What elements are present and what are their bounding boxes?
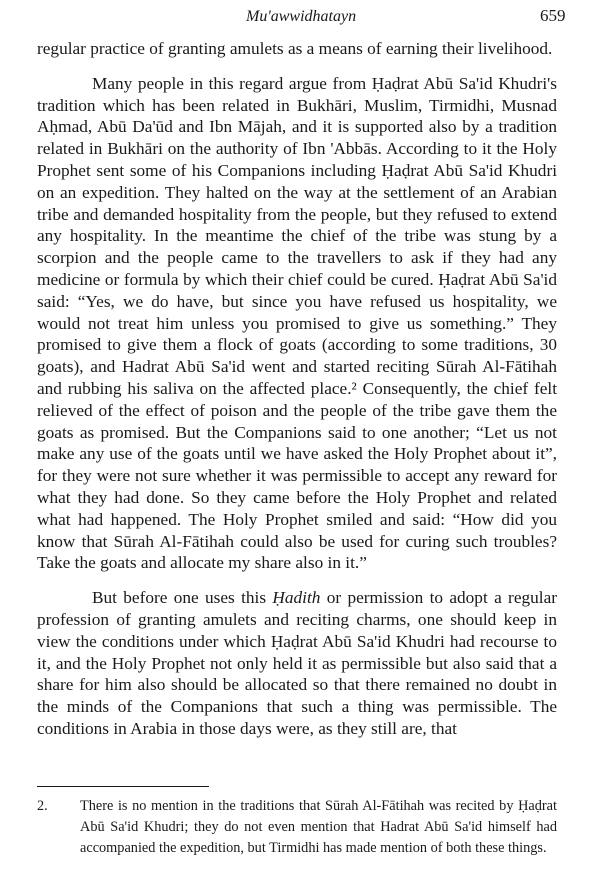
body-text <box>37 38 557 740</box>
footnote <box>37 796 557 859</box>
paragraph-conditions-rest: or permission to adopt a regular profession of granting amulets and reciting charms, one should keep in view the conditions under which Ḥaḍrat Abū Sa'id Khudri had recourse to it, and the Holy Prophet not only held it as permissible but also said that a share for him also should be allocated so that there remained no doubt in the minds of the Companions that such a thing was permissible. The conditions in Arabia in those days were, as they still are, that <box>37 588 557 738</box>
hadith-term: Ḥadith <box>272 588 321 608</box>
page-header <box>0 6 600 30</box>
running-head: Mu'awwidhatayn <box>246 8 357 25</box>
footnote-divider <box>37 786 209 787</box>
paragraph-continuation: regular practice of granting amulets as a means of earning their livelihood. <box>37 39 553 58</box>
paragraph-conditions-start: But before one uses this <box>92 588 273 608</box>
footnote-number: 2. <box>37 798 48 814</box>
page-number: 659 <box>540 6 566 25</box>
paragraph-conditions <box>37 587 557 740</box>
footnote-text: There is no mention in the traditions that Sūrah Al-Fātihah was recited by Ḥaḍrat Abū Sa'id Khudri; they do not even mention that Hadrat Abū Sa'id himself had accompanied the expedition, but Tirmidhi has made mention of both these things. <box>80 798 557 856</box>
paragraph-tradition: Many people in this regard argue from Ḥaḍrat Abū Sa'id Khudri's tradition which has been related in Bukhāri, Muslim, Tirmidhi, Musnad Aḥmad, Abū Da'ūd and Ibn Mājah, and it is supported also by a tradition related in Bukhāri on the authority of Ibn 'Abbās. According to it the Holy Prophet sent some of his Companions including Ḥaḍrat Abū Sa'id Khudri on an expedition. They halted on the way at the settlement of an Arabian tribe and demanded hospitality from the people, but they refused to extend any hospitality. In the meantime the chief of the tribe was stung by a scorpion and the people came to the travellers to ask if they had any medicine or formula by which their chief could be cured. Ḥaḍrat Abū Sa'id said: “Yes, we do have, but since you have refused us hospitality, we would not treat him unless you promised to give us something.” They promised to give them a flock of goats (according to some traditions, 30 goats), and Hadrat Abū Sa'id went and started reciting Sūrah Al-Fātihah and rubbing his saliva on the affected place.² Consequently, the chief felt relieved of the effect of poison and the people of the tribe gave them the goats as promised. But the Companions said to one another; “Let us not make any use of the goats until we have asked the Holy Prophet about it”, for they were not sure whether it was permissible to accept any reward for what they had done. So they came before the Holy Prophet and related what had happened. The Holy Prophet smiled and said: “How did you know that Sūrah Al-Fātihah could also be used for curing such troubles? Take the goats and allocate my share also in it.” <box>37 73 557 573</box>
